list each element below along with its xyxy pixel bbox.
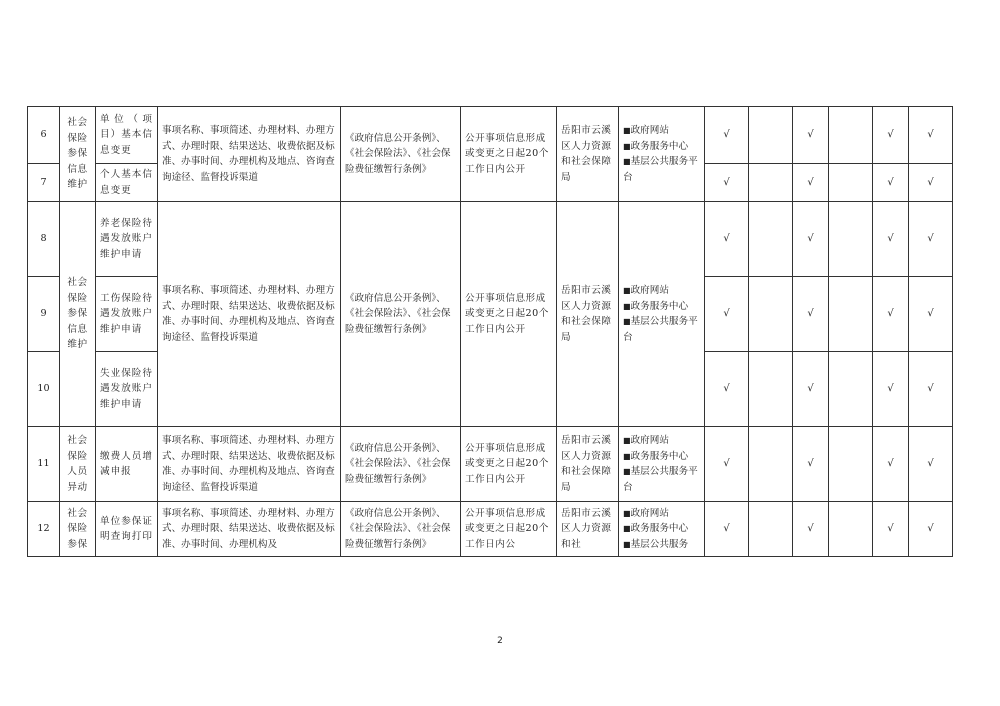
check-mark: √ <box>873 164 909 202</box>
empty-cell <box>749 427 793 502</box>
disclosure-content: 事项名称、事项简述、办理材料、办理方式、办理时限、结果送达、收费依据及标准、办事时间、办理机构及地点、咨询查询途径、监督投诉渠道 <box>158 107 341 202</box>
check-mark: √ <box>705 352 749 427</box>
check-mark: √ <box>705 427 749 502</box>
item-name: 单位参保证明查询打印 <box>96 502 158 557</box>
check-mark: √ <box>793 107 829 164</box>
check-mark: √ <box>909 202 953 277</box>
check-mark: √ <box>873 277 909 352</box>
check-mark: √ <box>909 164 953 202</box>
empty-cell <box>749 277 793 352</box>
empty-cell <box>829 352 873 427</box>
item-name: 失业保险待遇发放账户维护申请 <box>96 352 158 427</box>
item-name: 个人基本信息变更 <box>96 164 158 202</box>
channel-item: ■政务服务中心 <box>623 450 689 462</box>
disclosure-channels <box>619 502 705 557</box>
channel-item: ■政府网站 <box>623 435 669 446</box>
check-mark: √ <box>793 352 829 427</box>
table-row <box>28 427 953 502</box>
category-cell: 社会保险参保信息维护 <box>60 107 96 202</box>
row-number: 8 <box>28 202 60 277</box>
disclosure-department: 岳阳市云溪区人力资源和社会保障局 <box>557 107 619 202</box>
disclosure-channels <box>619 107 705 202</box>
page-number: 2 <box>497 636 503 646</box>
disclosure-department: 岳阳市云溪区人力资源和社会保障局 <box>557 202 619 427</box>
check-mark: √ <box>909 277 953 352</box>
channel-item: ■政府网站 <box>623 285 669 296</box>
check-mark: √ <box>705 202 749 277</box>
row-number: 7 <box>28 164 60 202</box>
check-mark: √ <box>793 427 829 502</box>
table-row <box>28 107 953 164</box>
check-mark: √ <box>909 107 953 164</box>
check-mark: √ <box>793 502 829 557</box>
check-mark: √ <box>873 202 909 277</box>
row-number: 10 <box>28 352 60 427</box>
disclosure-content: 事项名称、事项简述、办理材料、办理方式、办理时限、结果送达、收费依据及标准、办事时间、办理机构及 <box>158 502 341 557</box>
check-mark: √ <box>793 164 829 202</box>
empty-cell <box>749 107 793 164</box>
check-mark: √ <box>705 107 749 164</box>
disclosure-basis: 《政府信息公开条例》、《社会保险法》、《社会保险费征缴暂行条例》 <box>341 427 461 502</box>
check-mark: √ <box>705 277 749 352</box>
channel-item: ■政务服务中心 <box>623 140 689 152</box>
item-name: 缴费人员增减申报 <box>96 427 158 502</box>
empty-cell <box>829 202 873 277</box>
row-number: 6 <box>28 107 60 164</box>
disclosure-channels <box>619 427 705 502</box>
disclosure-basis: 《政府信息公开条例》、《社会保险法》、《社会保险费征缴暂行条例》 <box>341 107 461 202</box>
disclosure-basis: 《政府信息公开条例》、《社会保险法》、《社会保险费征缴暂行条例》 <box>341 202 461 427</box>
disclosure-department: 岳阳市云溪区人力资源和社会保障局 <box>557 427 619 502</box>
row-number: 9 <box>28 277 60 352</box>
channel-item: ■政务服务中心 <box>623 523 689 535</box>
channel-item: ■政府网站 <box>623 125 669 136</box>
check-mark: √ <box>909 502 953 557</box>
check-mark: √ <box>873 352 909 427</box>
table-row <box>28 202 953 277</box>
empty-cell <box>749 202 793 277</box>
empty-cell <box>749 352 793 427</box>
check-mark: √ <box>909 427 953 502</box>
empty-cell <box>829 502 873 557</box>
item-name: 养老保险待遇发放账户维护申请 <box>96 202 158 277</box>
disclosure-table <box>27 106 953 557</box>
disclosure-content: 事项名称、事项简述、办理材料、办理方式、办理时限、结果送达、收费依据及标准、办事时间、办理机构及地点、咨询查询途径、监督投诉渠道 <box>158 427 341 502</box>
check-mark: √ <box>705 164 749 202</box>
row-number: 12 <box>28 502 60 557</box>
check-mark: √ <box>909 352 953 427</box>
empty-cell <box>749 164 793 202</box>
row-number: 11 <box>28 427 60 502</box>
channel-item: ■基层公共服务平台 <box>623 316 698 343</box>
empty-cell <box>829 427 873 502</box>
check-mark: √ <box>873 107 909 164</box>
empty-cell <box>829 107 873 164</box>
category-cell: 社会保险参保信息维护 <box>60 202 96 427</box>
item-name: 单位（项目）基本信息变更 <box>96 107 158 164</box>
disclosure-channels <box>619 202 705 427</box>
disclosure-time-limit: 公开事项信息形成或变更之日起20个工作日内公 <box>461 502 557 557</box>
item-name: 工伤保险待遇发放账户维护申请 <box>96 277 158 352</box>
channel-item: ■基层公共服务平台 <box>623 156 698 183</box>
disclosure-time-limit: 公开事项信息形成或变更之日起20个工作日内公开 <box>461 427 557 502</box>
check-mark: √ <box>873 427 909 502</box>
disclosure-content: 事项名称、事项简述、办理材料、办理方式、办理时限、结果送达、收费依据及标准、办事时间、办理机构及地点、咨询查询途径、监督投诉渠道 <box>158 202 341 427</box>
empty-cell <box>749 502 793 557</box>
disclosure-time-limit: 公开事项信息形成或变更之日起20个工作日内公开 <box>461 107 557 202</box>
check-mark: √ <box>705 502 749 557</box>
disclosure-time-limit: 公开事项信息形成或变更之日起20个工作日内公开 <box>461 202 557 427</box>
channel-item: ■基层公共服务平台 <box>623 466 698 493</box>
table-row <box>28 502 953 557</box>
empty-cell <box>829 277 873 352</box>
check-mark: √ <box>873 502 909 557</box>
channel-item: ■基层公共服务 <box>623 538 689 550</box>
check-mark: √ <box>793 277 829 352</box>
category-cell: 社会保险人员异动 <box>60 427 96 502</box>
disclosure-department: 岳阳市云溪区人力资源和社 <box>557 502 619 557</box>
channel-item: ■政务服务中心 <box>623 300 689 312</box>
channel-item: ■政府网站 <box>623 507 669 519</box>
check-mark: √ <box>793 202 829 277</box>
disclosure-basis: 《政府信息公开条例》、《社会保险法》、《社会保险费征缴暂行条例》 <box>341 502 461 557</box>
empty-cell <box>829 164 873 202</box>
category-cell: 社会保险参保 <box>60 502 96 557</box>
